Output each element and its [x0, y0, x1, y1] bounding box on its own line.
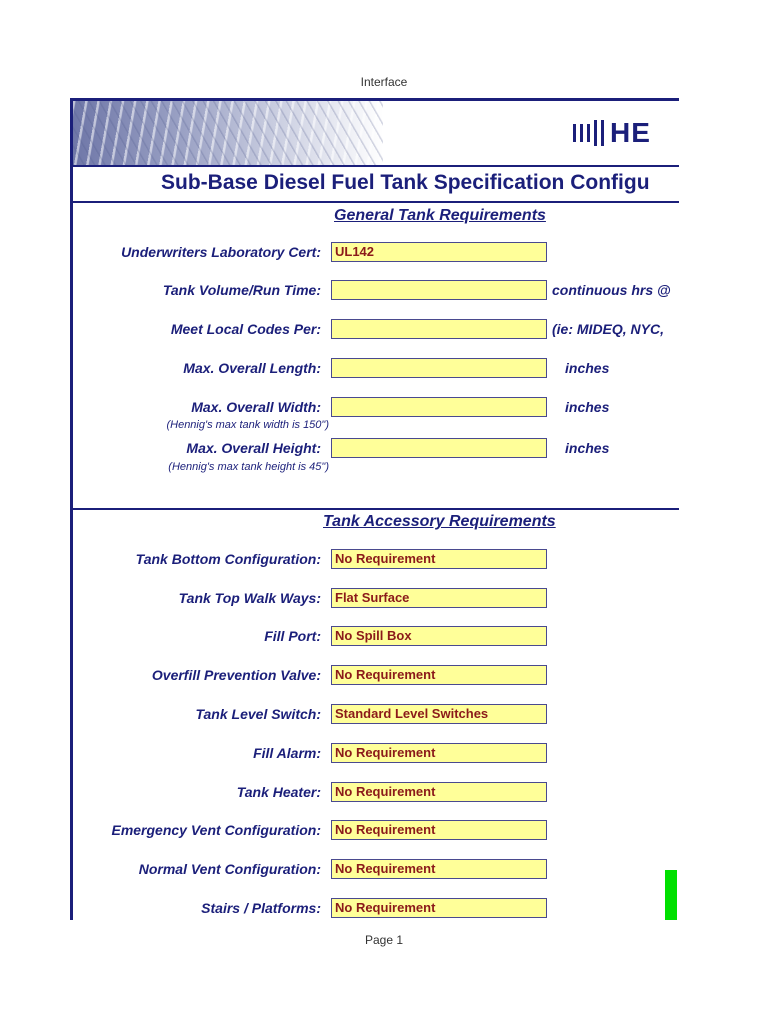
max-width-field[interactable] — [331, 397, 547, 417]
fill-alarm-field[interactable]: No Requirement — [331, 743, 547, 763]
page-header: Interface — [360, 75, 408, 89]
max-length-field[interactable] — [331, 358, 547, 378]
banner — [73, 101, 679, 165]
tank-volume-field[interactable] — [331, 280, 547, 300]
walk-ways-label: Tank Top Walk Ways: — [178, 590, 321, 606]
normal-vent-label: Normal Vent Configuration: — [138, 861, 321, 877]
page-title: Sub-Base Diesel Fuel Tank Specification Configu — [161, 171, 650, 194]
fill-port-field[interactable]: No Spill Box — [331, 626, 547, 646]
spreadsheet-page — [70, 98, 679, 920]
max-height-unit: inches — [565, 440, 610, 456]
tank-bottom-field[interactable]: No Requirement — [331, 549, 547, 569]
tank-volume-label: Tank Volume/Run Time: — [162, 282, 321, 298]
emergency-vent-field[interactable]: No Requirement — [331, 820, 547, 840]
overfill-valve-field[interactable]: No Requirement — [331, 665, 547, 685]
overfill-valve-label: Overfill Prevention Valve: — [151, 667, 321, 683]
ul-cert-label: Underwriters Laboratory Cert: — [121, 244, 321, 260]
normal-vent-field[interactable]: No Requirement — [331, 859, 547, 879]
level-switch-field[interactable]: Standard Level Switches — [331, 704, 547, 724]
max-width-unit: inches — [565, 399, 610, 415]
tank-bottom-label: Tank Bottom Configuration: — [135, 551, 321, 567]
banner-artwork — [73, 101, 383, 165]
walk-ways-field[interactable]: Flat Surface — [331, 588, 547, 608]
fill-alarm-label: Fill Alarm: — [253, 745, 321, 761]
tank-heater-label: Tank Heater: — [236, 784, 321, 800]
local-codes-field[interactable] — [331, 319, 547, 339]
emergency-vent-label: Emergency Vent Configuration: — [111, 822, 321, 838]
max-height-label: Max. Overall Height: — [186, 440, 321, 456]
max-length-label: Max. Overall Length: — [183, 360, 321, 376]
local-codes-label: Meet Local Codes Per: — [170, 321, 321, 337]
stairs-platforms-label: Stairs / Platforms: — [201, 900, 321, 916]
max-width-label: Max. Overall Width: — [191, 399, 321, 415]
divider — [73, 165, 679, 167]
status-indicator — [665, 870, 677, 920]
tank-volume-suffix: continuous hrs @ — [552, 282, 671, 298]
tank-heater-field[interactable]: No Requirement — [331, 782, 547, 802]
fill-port-label: Fill Port: — [264, 628, 321, 644]
max-length-unit: inches — [565, 360, 610, 376]
accessory-section-heading: Tank Accessory Requirements — [323, 513, 556, 530]
max-width-note: (Hennig's max tank width is 150") — [166, 419, 329, 431]
ul-cert-field[interactable]: UL142 — [331, 242, 547, 262]
level-switch-label: Tank Level Switch: — [195, 706, 321, 722]
local-codes-suffix: (ie: MIDEQ, NYC, — [552, 321, 665, 337]
company-logo — [573, 113, 651, 153]
stairs-platforms-field[interactable]: No Requirement — [331, 898, 547, 918]
divider — [73, 508, 679, 510]
general-section-heading: General Tank Requirements — [334, 207, 546, 224]
max-height-note: (Hennig's max tank height is 45") — [168, 461, 329, 473]
page-footer: Page 1 — [364, 933, 404, 947]
logo-text: HE — [610, 117, 651, 148]
divider — [73, 201, 679, 203]
max-height-field[interactable] — [331, 438, 547, 458]
